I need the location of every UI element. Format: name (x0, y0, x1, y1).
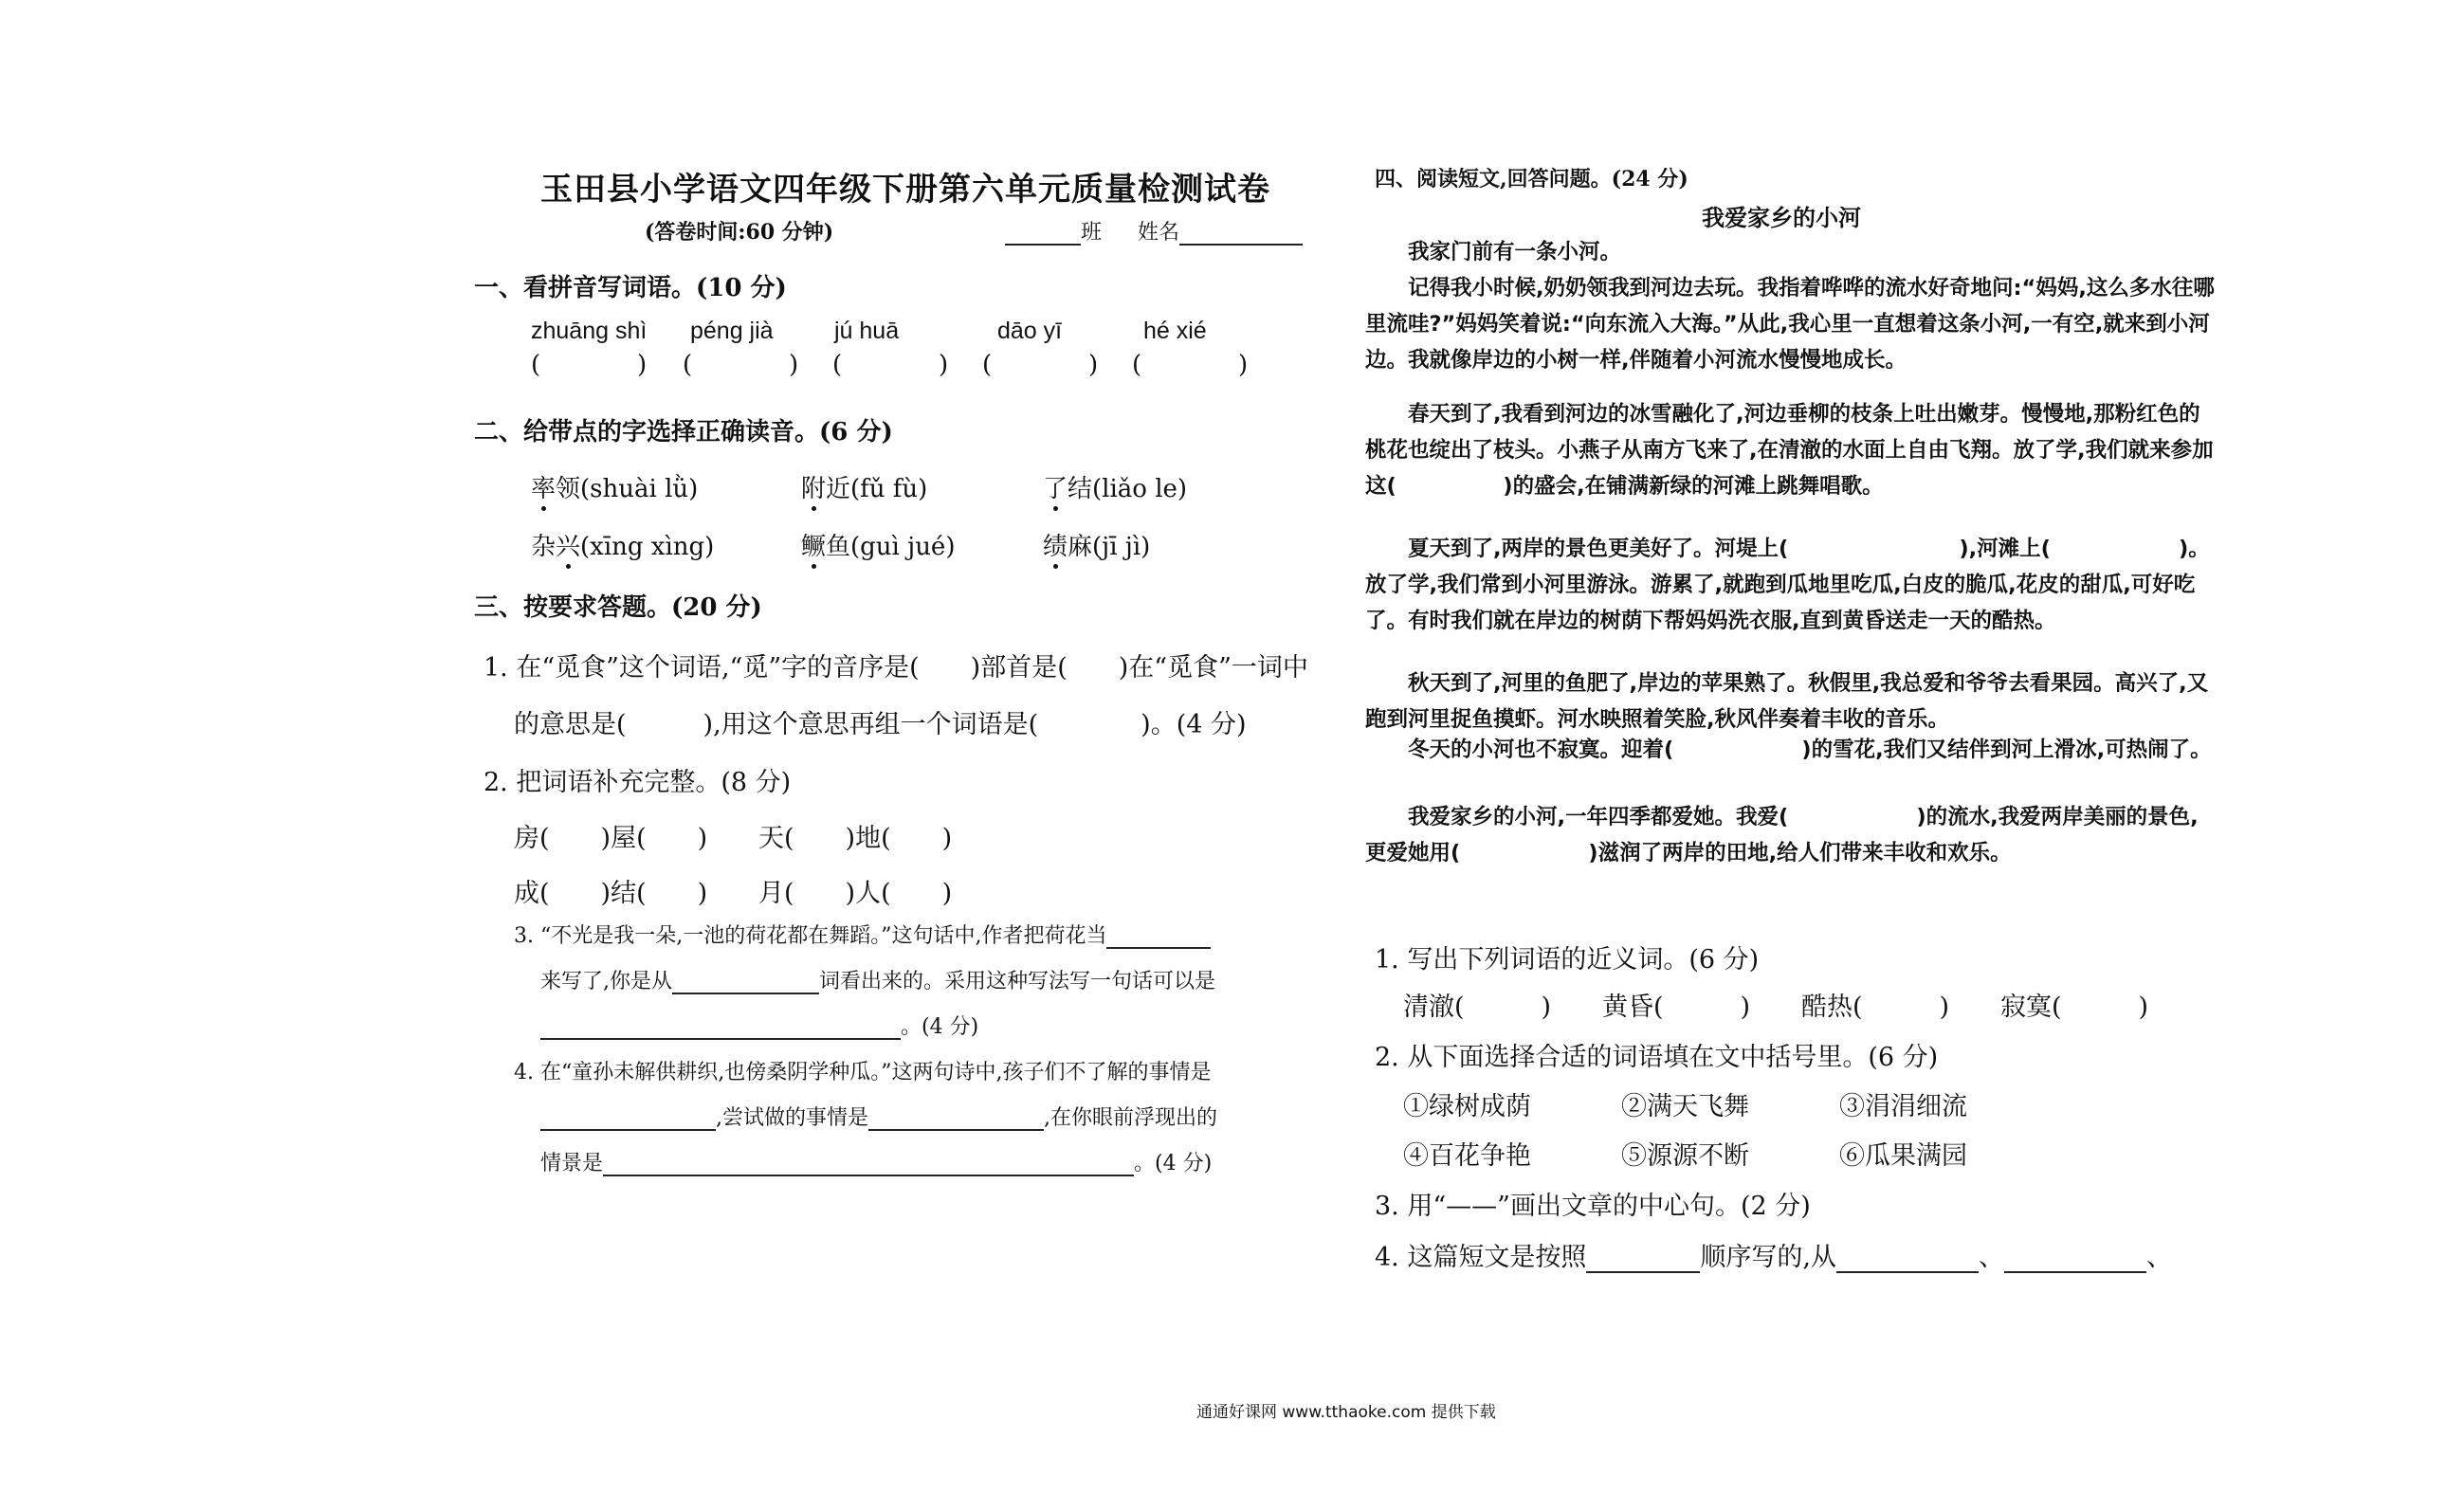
reading-item: 率领(shuài lǜ) (531, 475, 699, 503)
footer-credit: 通通好课网 www.tthaoke.com 提供下载 (1196, 1403, 1496, 1422)
q3-1-line-1: 1. 在“觅食”这个词语,“觅”字的音序是( )部首是( )在“觅食”一词中 (484, 653, 1308, 683)
q3-2-row1-b: 天( )地( ) (758, 824, 953, 853)
answer-blank (868, 1108, 1044, 1131)
q3-1-line-2: 的意思是( ),用这个意思再组一个词语是( )。(4 分) (514, 710, 1247, 739)
passage-paragraph: 我爱家乡的小河,一年四季都爱她。我爱( )的流水,我爱两岸美丽的景色,更爱她用( )滋润了两岸的田地,给人们带来丰收和欢乐。 (1365, 805, 2199, 865)
word-option: ⑤源源不断 (1621, 1141, 1749, 1171)
q3-3-line-3: 。(4 分) (540, 1011, 978, 1040)
exam-time: (答卷时间:60 分钟) (645, 220, 834, 245)
q4-1: 1. 写出下列词语的近义词。(6 分) (1375, 945, 1760, 975)
q3-4-line-3: 情景是 。(4 分) (540, 1152, 1213, 1175)
reading-item: 鳜鱼(guì jué) (801, 533, 956, 561)
answer-blank (1106, 926, 1211, 949)
q3-3-line-2: 来写了,你是从 词看出来的。采用这种写法写一句话可以是 (540, 970, 1216, 993)
pinyin-item: jú huā (834, 318, 900, 344)
synonym-item: 酷热( ) (1801, 993, 1950, 1022)
reading-item: 了结(liǎo le) (1043, 475, 1188, 503)
q3-2-row2-b: 月( )人( ) (758, 879, 953, 908)
pinyin-item: péng jià (690, 318, 774, 344)
passage-paragraph: 春天到了,我看到河边的冰雪融化了,河边垂柳的枝条上吐出嫩芽。慢慢地,那粉红色的桃花也绽出了枝头。小燕子从南方飞来了,在清澈的水面上自由飞翔。放了学,我们就来参加这( )的盛会,在铺满新绿的河滩上跳舞唱歌。 (1365, 402, 2214, 499)
word-option: ③涓涓细流 (1839, 1092, 1967, 1121)
class-field: 班 (1005, 216, 1102, 246)
section-1-heading: 一、看拼音写词语。(10 分) (474, 274, 787, 302)
q3-4-line-2: ,尝试做的事情是 ,在你眼前浮现出的 (540, 1102, 1217, 1131)
q3-2-row2-a: 成( )结( ) (514, 879, 708, 908)
section-2-heading: 二、给带点的字选择正确读音。(6 分) (474, 418, 893, 446)
answer-blank (1586, 1246, 1700, 1273)
pinyin-item: hé xié (1143, 318, 1207, 344)
q4-2: 2. 从下面选择合适的词语填在文中括号里。(6 分) (1375, 1043, 1939, 1072)
pinyin-item: dāo yī (997, 318, 1063, 344)
answer-blank (2004, 1246, 2146, 1273)
q3-2: 2. 把词语补充完整。(8 分) (484, 768, 792, 797)
q4-3: 3. 用“——”画出文章的中心句。(2 分) (1375, 1192, 1811, 1221)
answer-blank (1836, 1246, 1979, 1273)
passage-paragraph: 夏天到了,两岸的景色更美好了。河堤上( ),河滩上( )。放了学,我们常到小河里游泳。游累了,就跑到瓜地里吃瓜,白皮的脆瓜,花皮的甜瓜,可好吃了。有时我们就在岸边的树荫下帮妈妈洗衣服,直到黄昏送走一天的酷热。 (1365, 537, 2210, 633)
synonym-item: 黄昏( ) (1602, 993, 1751, 1022)
reading-item: 杂兴(xīng xìng) (531, 533, 715, 561)
q4-4: 4. 这篇短文是按照 顺序写的,从 、 、 (1375, 1243, 2172, 1272)
word-option: ⑥瓜果满园 (1839, 1141, 1967, 1171)
answer-blank (540, 1108, 716, 1131)
section-3-heading: 三、按要求答题。(20 分) (474, 593, 762, 622)
passage-paragraph: 我家门前有一条小河。 (1365, 240, 1622, 264)
q3-3-line-1: 3. “不光是我一朵,一池的荷花都在舞蹈。”这句话中,作者把荷花当 (514, 920, 1211, 949)
q3-4-line-1: 4. 在“童孙未解供耕织,也傍桑阴学种瓜。”这两句诗中,孩子们不了解的事情是 (514, 1061, 1212, 1084)
synonym-item: 寂寞( ) (2000, 993, 2149, 1022)
q3-2-row1-a: 房( )屋( ) (514, 824, 708, 853)
reading-item: 附近(fǔ fù) (801, 475, 928, 503)
page-title: 玉田县小学语文四年级下册第六单元质量检测试卷 (540, 171, 1270, 209)
class-blank (1005, 223, 1081, 246)
name-blank (1179, 223, 1303, 246)
word-option: ②满天飞舞 (1621, 1092, 1749, 1121)
section-4-heading: 四、阅读短文,回答问题。(24 分) (1375, 167, 1688, 191)
word-option: ①绿树成荫 (1403, 1092, 1531, 1121)
pinyin-item: zhuāng shì (531, 318, 648, 344)
passage-paragraph: 秋天到了,河里的鱼肥了,岸边的苹果熟了。秋假里,我总爱和爷爷去看果园。高兴了,又跑到河里捉鱼摸虾。河水映照着笑脸,秋风伴奏着丰收的音乐。 (1365, 671, 2209, 732)
answer-blank (672, 972, 819, 994)
word-option: ④百花争艳 (1403, 1141, 1531, 1171)
reading-item: 绩麻(jī jì) (1043, 533, 1151, 561)
passage-paragraph: 冬天的小河也不寂寞。迎着( )的雪花,我们又结伴到河上滑冰,可热闹了。 (1365, 738, 2212, 762)
synonym-item: 清澈( ) (1403, 993, 1552, 1022)
name-field: 姓名 (1138, 216, 1303, 246)
passage-paragraph: 记得我小时候,奶奶领我到河边去玩。我指着哗哗的流水好奇地问:“妈妈,这么多水往哪里流哇?”妈妈笑着说:“向东流入大海。”从此,我心里一直想着这条小河,一有空,就来到小河边。我就像岸边的小树一样,伴随着小河流水慢慢地成长。 (1365, 276, 2215, 373)
answer-blank (603, 1154, 1134, 1176)
answer-blank (540, 1017, 901, 1040)
reading-title: 我爱家乡的小河 (1702, 204, 1861, 231)
